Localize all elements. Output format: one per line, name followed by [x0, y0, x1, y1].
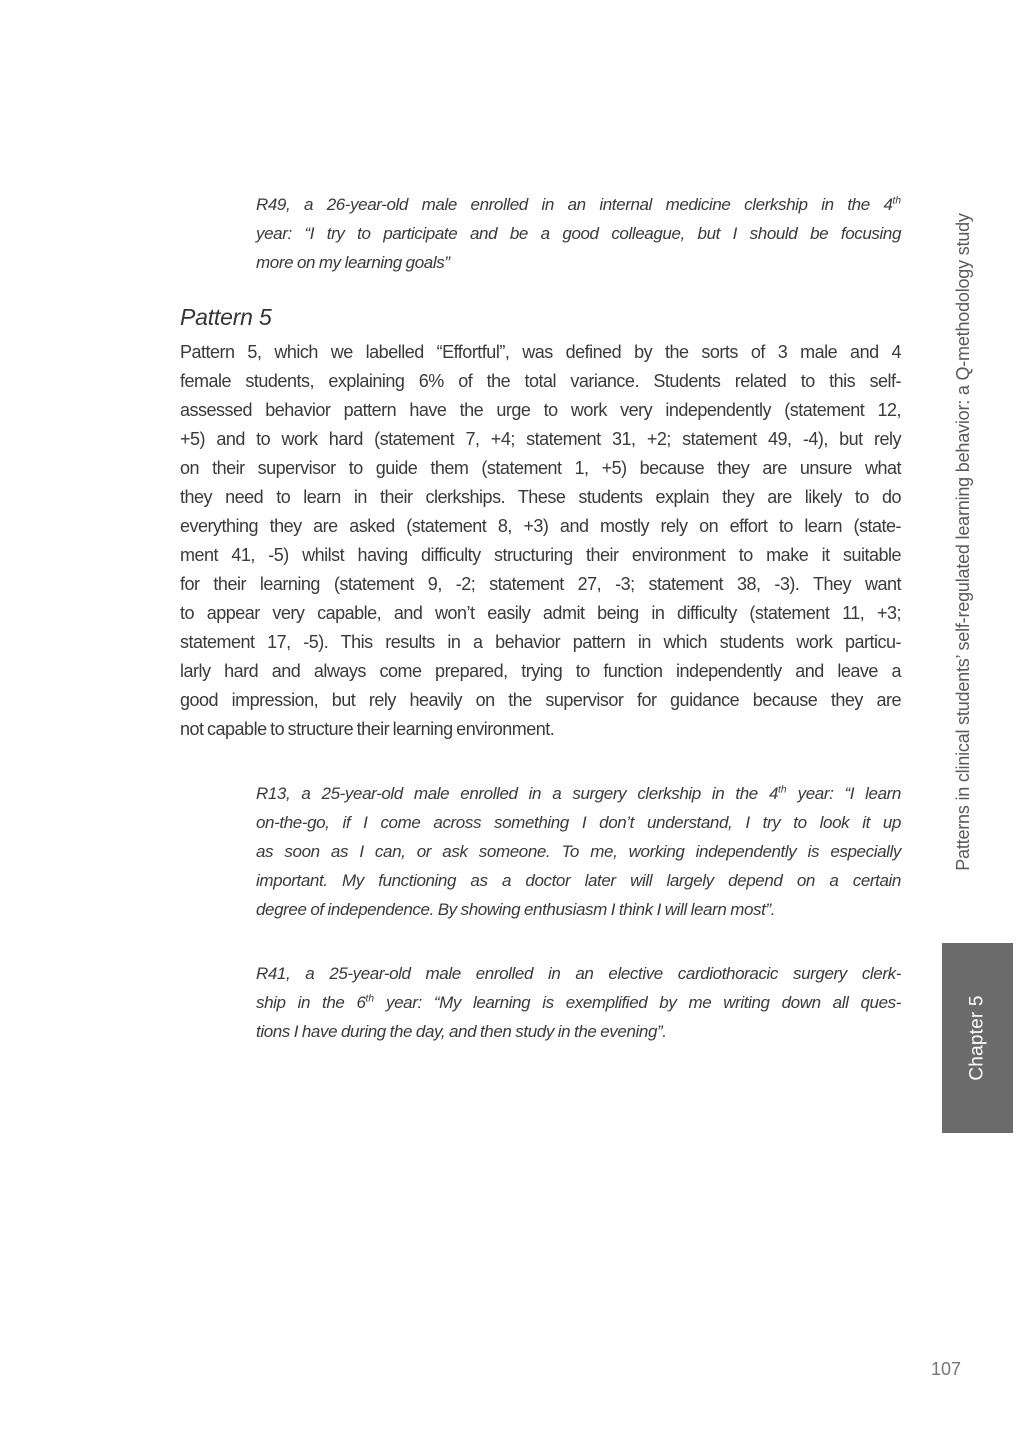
page-number: 107	[931, 1359, 962, 1379]
text-line: assessed behavior pattern have the urge to work very independently (statement 12,	[180, 400, 901, 420]
text-line: everything they are asked (statement 8, +3) and mostly rely on effort to learn (state-	[180, 516, 901, 536]
running-title-vertical: Patterns in clinical students’ self-regulated learning behavior: a Q-methodology study	[953, 213, 973, 871]
text-line: more on my learning goals”	[256, 253, 450, 272]
chapter-tab	[942, 943, 1013, 1133]
text-line: on their supervisor to guide them (statement 1, +5) because they are unsure what	[180, 458, 901, 478]
text-line: as soon as I can, or ask someone. To me, working independently is especially	[256, 842, 901, 861]
text-line: female students, explaining 6% of the total variance. Students related to this self-	[180, 371, 901, 391]
text-line: on-the-go, if I come across something I don’t understand, I try to look it up	[256, 813, 901, 832]
text-line: tions I have during the day, and then study in the evening”.	[256, 1022, 667, 1041]
quote-r49	[256, 190, 901, 277]
text-line: statement 17, -5). This results in a behavior pattern in which students work particu-	[180, 632, 901, 652]
text-line: not capable to structure their learning environment.	[180, 719, 555, 739]
text-line: ship in the 6th year: “My learning is exemplified by me writing down all ques-	[256, 993, 901, 1012]
text-line: good impression, but rely heavily on the supervisor for guidance because they are	[180, 690, 901, 710]
text-line: degree of independence. By showing enthusiasm I think I will learn most”.	[256, 900, 776, 919]
text-line: R49, a 26-year-old male enrolled in an internal medicine clerkship in the 4th	[256, 195, 901, 214]
body-paragraph	[180, 338, 901, 744]
text-line: Pattern 5, which we labelled “Effortful”, was defined by the sorts of 3 male and 4	[180, 342, 901, 362]
text-line: R13, a 25-year-old male enrolled in a surgery clerkship in the 4th year: “I learn	[256, 784, 901, 803]
text-line: +5) and to work hard (statement 7, +4; statement 31, +2; statement 49, -4), but rely	[180, 429, 901, 449]
section-heading: Pattern 5	[180, 304, 272, 330]
text-line: to appear very capable, and won’t easily admit being in difficulty (statement 11, +3;	[180, 603, 901, 623]
text-line: ment 41, -5) whilst having difficulty structuring their environment to make it suitable	[180, 545, 901, 565]
text-line: larly hard and always come prepared, trying to function independently and leave a	[180, 661, 901, 681]
text-line: R41, a 25-year-old male enrolled in an elective cardiothoracic surgery clerk-	[256, 964, 901, 983]
text-line: year: “I try to participate and be a good colleague, but I should be focusing	[256, 224, 901, 243]
quote-r13	[256, 779, 901, 924]
quote-r41	[256, 959, 901, 1046]
text-line: important. My functioning as a doctor later will largely depend on a certain	[256, 871, 901, 890]
text-line: they need to learn in their clerkships. These students explain they are likely to do	[180, 487, 901, 507]
chapter-label: Chapter 5	[966, 995, 988, 1081]
text-line: for their learning (statement 9, -2; statement 27, -3; statement 38, -3). They want	[180, 574, 901, 594]
